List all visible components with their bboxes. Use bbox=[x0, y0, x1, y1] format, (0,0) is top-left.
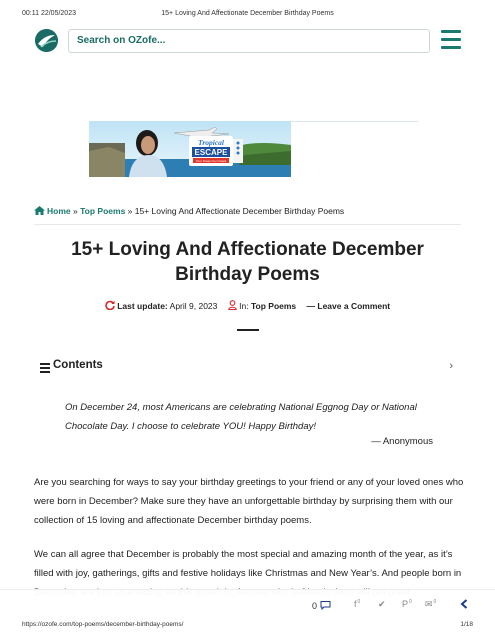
comment-count-button[interactable] bbox=[312, 600, 331, 611]
ad-tagline: Your Dream Fun Deals bbox=[195, 159, 227, 163]
menu-bar bbox=[441, 46, 461, 49]
print-timestamp: 00:11 22/05/2023 bbox=[22, 10, 76, 17]
ad-image bbox=[89, 121, 291, 177]
toc-label: Contents bbox=[53, 359, 103, 371]
last-update-date: April 9, 2023 bbox=[169, 301, 218, 311]
twitter-share-button[interactable] bbox=[378, 599, 387, 610]
breadcrumb bbox=[34, 206, 461, 217]
ad-banner[interactable] bbox=[89, 121, 291, 177]
quote-attribution: — Anonymous bbox=[371, 436, 433, 447]
facebook-icon: f bbox=[354, 599, 357, 609]
home-icon bbox=[34, 206, 45, 217]
breadcrumb-home-link[interactable]: Home bbox=[47, 206, 71, 216]
facebook-share-button[interactable]: $f^0$ bbox=[354, 599, 361, 609]
meta-category-link[interactable]: Top Poems bbox=[250, 301, 297, 311]
ad-brand-line1: Tropical bbox=[198, 138, 224, 147]
collapse-share-button[interactable] bbox=[455, 596, 473, 614]
logo-icon bbox=[35, 29, 58, 52]
opening-quote: On December 24, most Americans are celebrating National Eggnog Day or National Chocolate Day. I choose to celebrate YOU! Happy Birthday! bbox=[65, 402, 417, 432]
post-meta bbox=[0, 300, 495, 312]
search-input[interactable]: Search on OZofe... bbox=[68, 29, 430, 53]
pinterest-share-button[interactable]: $P^0$ bbox=[402, 599, 412, 609]
breadcrumb-divider bbox=[34, 224, 461, 225]
menu-bar bbox=[441, 38, 461, 41]
list-icon bbox=[40, 363, 50, 375]
comment-icon bbox=[320, 600, 331, 610]
print-header bbox=[22, 10, 473, 22]
site-logo[interactable] bbox=[35, 29, 58, 52]
page-title: 15+ Loving And Affectionate December Birthday Poems bbox=[71, 239, 424, 285]
intro-paragraph: Are you searching for ways to say your birthday greetings to your friend or any of your loved ones who were born in December? Make sure they have an unforgettable birthday by surprising them with our collection of 15 loving and affectionate December birthday poems. bbox=[34, 477, 464, 526]
chevron-right-icon[interactable]: › bbox=[449, 360, 453, 372]
category-in-label: In: bbox=[239, 301, 249, 311]
pinterest-icon: P bbox=[402, 599, 409, 609]
breadcrumb-separator: » bbox=[127, 206, 133, 216]
print-page-number: 1/18 bbox=[460, 621, 473, 628]
table-of-contents[interactable] bbox=[32, 355, 463, 381]
breadcrumb-separator: » bbox=[73, 206, 78, 216]
last-update-label: Last update: bbox=[117, 301, 168, 311]
breadcrumb-current: 15+ Loving And Affectionate December Birthday Poems bbox=[134, 206, 345, 216]
comment-count: 0 bbox=[312, 601, 318, 611]
ad-divider bbox=[291, 121, 418, 122]
site-header bbox=[30, 26, 465, 56]
user-icon bbox=[228, 300, 237, 312]
body-paragraph: We can all agree that December is probably the most special and amazing month of the year, as it’s filled with joy, gatherings, gifts and festive holidays like Christmas and New Year’s. And people born in bbox=[34, 549, 462, 579]
menu-bar bbox=[441, 30, 461, 33]
title-divider bbox=[237, 329, 259, 331]
twitter-icon: ✔ bbox=[378, 599, 386, 609]
print-url: https://ozofe.com/top-poems/december-birthday-poems/ bbox=[22, 621, 184, 628]
leave-comment-link[interactable]: — Leave a Comment bbox=[306, 301, 391, 311]
breadcrumb-category-link[interactable]: Top Poems bbox=[80, 206, 126, 216]
email-icon: ✉ bbox=[425, 599, 433, 609]
ad-brand-line2: ESCAPE bbox=[194, 148, 228, 157]
hamburger-menu-button[interactable] bbox=[441, 30, 461, 50]
refresh-icon bbox=[105, 300, 115, 312]
share-bar bbox=[0, 589, 495, 621]
print-title: 15+ Loving And Affectionate December Birthday Poems bbox=[161, 10, 334, 17]
email-share-button[interactable]: ✉$^0$ bbox=[425, 599, 437, 609]
chevron-left-icon bbox=[460, 599, 468, 609]
